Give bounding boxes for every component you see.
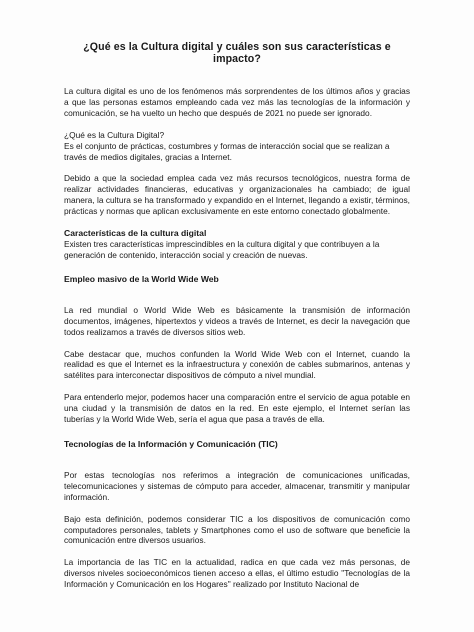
society-paragraph: Debido a que la sociedad emplea cada vez más recursos tecnológicos, nuestra forma de realizar actividades financieras, educativas y organizacionales ha cambiado; de igual manera, la cultura se ha transformado y expandido en el Internet, llegando a existir, términos, prácticas y normas que aplican exclusivamente en este entorno conectado globalmente.	[64, 173, 410, 217]
definition-heading: ¿Qué es la Cultura Digital?	[64, 129, 165, 140]
www-paragraph-2: Cabe destacar que, muchos confunden la World Wide Web con el Internet, cuando la realidad es que el Internet es la infraestructura y conexión de cables submarinos, antenas y satélites para interconectar dispositivos de cómputo a nivel mundial.	[64, 348, 410, 381]
intro-paragraph: La cultura digital es uno de los fenómenos más sorprendentes de los últimos años y gracias a que las personas estamos empleando cada vez más las tecnologías de la información y comunicación, se ha vuelto un hecho que después de 2021 no puede ser ignorado.	[64, 86, 410, 118]
www-heading: Empleo masivo de la World Wide Web	[64, 273, 219, 284]
characteristics-block	[64, 228, 410, 261]
characteristics-heading: Características de la cultura digital	[64, 228, 207, 239]
tic-paragraph-1: Por estas tecnologías nos referimos a integración de comunicaciones unificadas, telecomunicaciones y sistemas de cómputo para acceder, almacenar, transmitir y manipular información.	[64, 469, 410, 502]
tic-paragraph-3: La importancia de las TIC en la actualidad, radica en que cada vez más personas, de diversos niveles socioeconómicos tienen acceso a ellas, el último estudio "Tecnologías de la Información y Comunicación en los Hogares" realizado por Instituto Nacional de	[64, 557, 410, 590]
tic-heading: Tecnologías de la Información y Comunicación (TIC)	[64, 438, 278, 449]
document-title: ¿Qué es la Cultura digital y cuáles son sus características e impacto?	[83, 41, 391, 65]
tic-paragraph-2: Bajo esta definición, podemos considerar TIC a los dispositivos de comunicación como computadores personales, tablets y Smartphones como el uso de software que beneficie la comunicación entre diversos usuarios.	[64, 513, 410, 546]
definition-block	[64, 130, 410, 163]
www-paragraph-1: La red mundial o World Wide Web es básicamente la transmisión de información documentos, imágenes, hipertextos y videos a través de Internet, es decir la navegación que todos realizamos a través de diversos sitios web.	[64, 304, 410, 337]
characteristics-text: Existen tres características imprescindibles en la cultura digital y que contribuyen a la generación de contenido, interacción social y creación de nuevas.	[64, 238, 380, 260]
www-paragraph-3: Para entenderlo mejor, podemos hacer una comparación entre el servicio de agua potable en una ciudad y la transmisión de datos en la red. En este ejemplo, el Internet serían las tuberías y la World Wide Web, sería el agua que pasa a través de ella.	[64, 392, 410, 425]
definition-text: Es el conjunto de prácticas, costumbres y formas de interacción social que se realizan a través de medios digitales, gracias a Internet.	[64, 140, 390, 162]
